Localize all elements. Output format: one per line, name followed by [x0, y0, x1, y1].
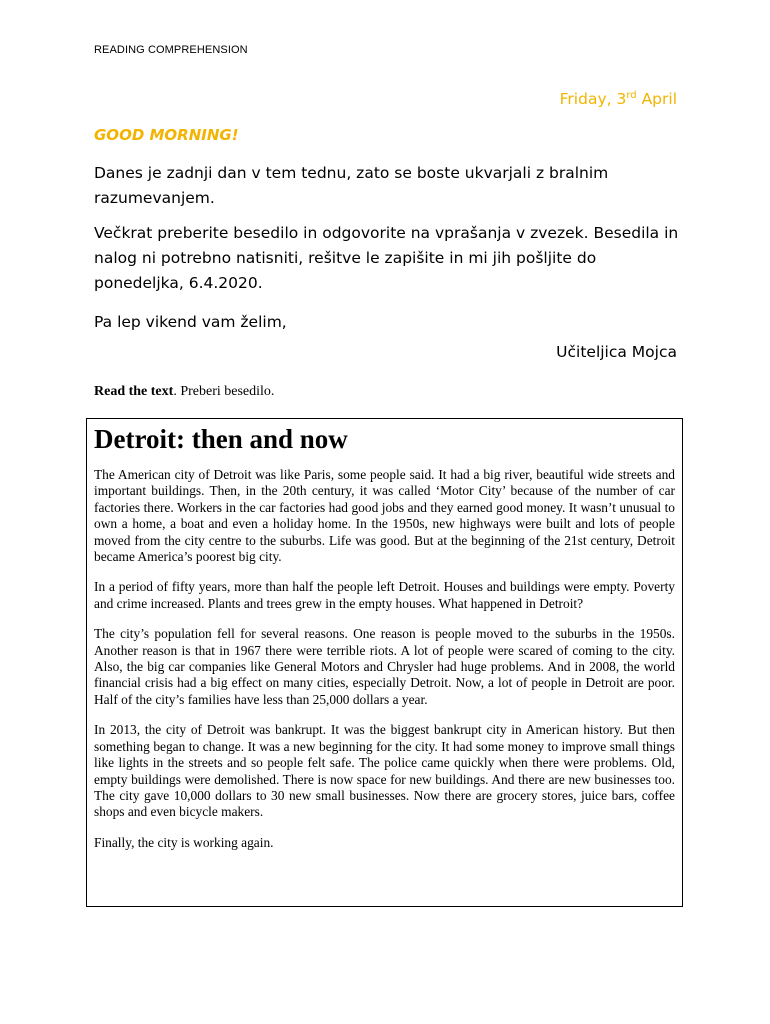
- article-box: [86, 418, 683, 907]
- teacher-signature: Učiteljica Mojca: [556, 343, 677, 361]
- article-title: Detroit: then and now: [94, 424, 348, 454]
- reading-instruction: [94, 384, 274, 400]
- greeting: GOOD MORNING!: [94, 126, 239, 144]
- article-paragraph: The American city of Detroit was like Paris, some people said. It had a big river, beautiful wide streets and important buildings. Then, in the 20th century, it was called ‘Motor City’ because of the number of car factories there. Workers in the car factories had good jobs and they earned good money. It wasn’t unusual to own a home, a boat and even a holiday home. In the 1950s, new highways were built and lots of people moved from the city centre to the suburbs. Life was good. But at the beginning of the 21st century, Detroit became America’s poorest big city.: [94, 467, 675, 565]
- message-paragraph-2: Večkrat preberite besedilo in odgovorite na vprašanja v zvezek. Besedila in nalog ni potrebno natisniti, rešitve le zapišite in mi jih pošljite do ponedeljka, 6.4.2020.: [94, 224, 679, 292]
- date-ordinal-suffix: rd: [626, 90, 637, 101]
- date-month: April: [636, 90, 677, 108]
- article-paragraph: Finally, the city is working again.: [94, 834, 274, 850]
- message-paragraph-3: Pa lep vikend vam želim,: [94, 313, 287, 331]
- article-paragraph: In 2013, the city of Detroit was bankrupt. It was the biggest bankrupt city in American history. But then something began to change. It was a new beginning for the city. It had some money to improve small things like lights in the streets and so people felt safe. The police came quickly when there were problems. Old, empty buildings were demolished. There is now space for new buildings. And there are new businesses too. The city gave 10,000 dollars to 30 new small businesses. Now there are grocery stores, juice bars, coffee shops and even bicycle makers.: [94, 722, 675, 820]
- article-paragraph: The city’s population fell for several reasons. One reason is people moved to the suburbs in the 1950s. Another reason is that in 1967 there were terrible riots. A lot of people were scared of coming to the city. Also, the big car companies like General Motors and Chrysler had huge problems. And in 2008, the world financial crisis had a big effect on many cities, especially Detroit. Now, a lot of people in Detroit are poor. Half of the city’s families have less than 25,000 dollars a year.: [94, 626, 675, 707]
- message-paragraph-1: Danes je zadnji dan v tem tednu, zato se boste ukvarjali z bralnim razumevanjem.: [94, 164, 609, 207]
- letter-date: [560, 90, 677, 108]
- instruction-rest: . Preberi besedilo.: [173, 384, 275, 399]
- article-paragraph: In a period of fifty years, more than half the people left Detroit. Houses and buildings were empty. Poverty and crime increased. Plants and trees grew in the empty houses. What happened in Detroit?: [94, 579, 675, 611]
- date-prefix: Friday, 3: [559, 90, 627, 108]
- instruction-bold: Read the text: [94, 384, 174, 399]
- page-header: READING COMPREHENSION: [94, 44, 248, 56]
